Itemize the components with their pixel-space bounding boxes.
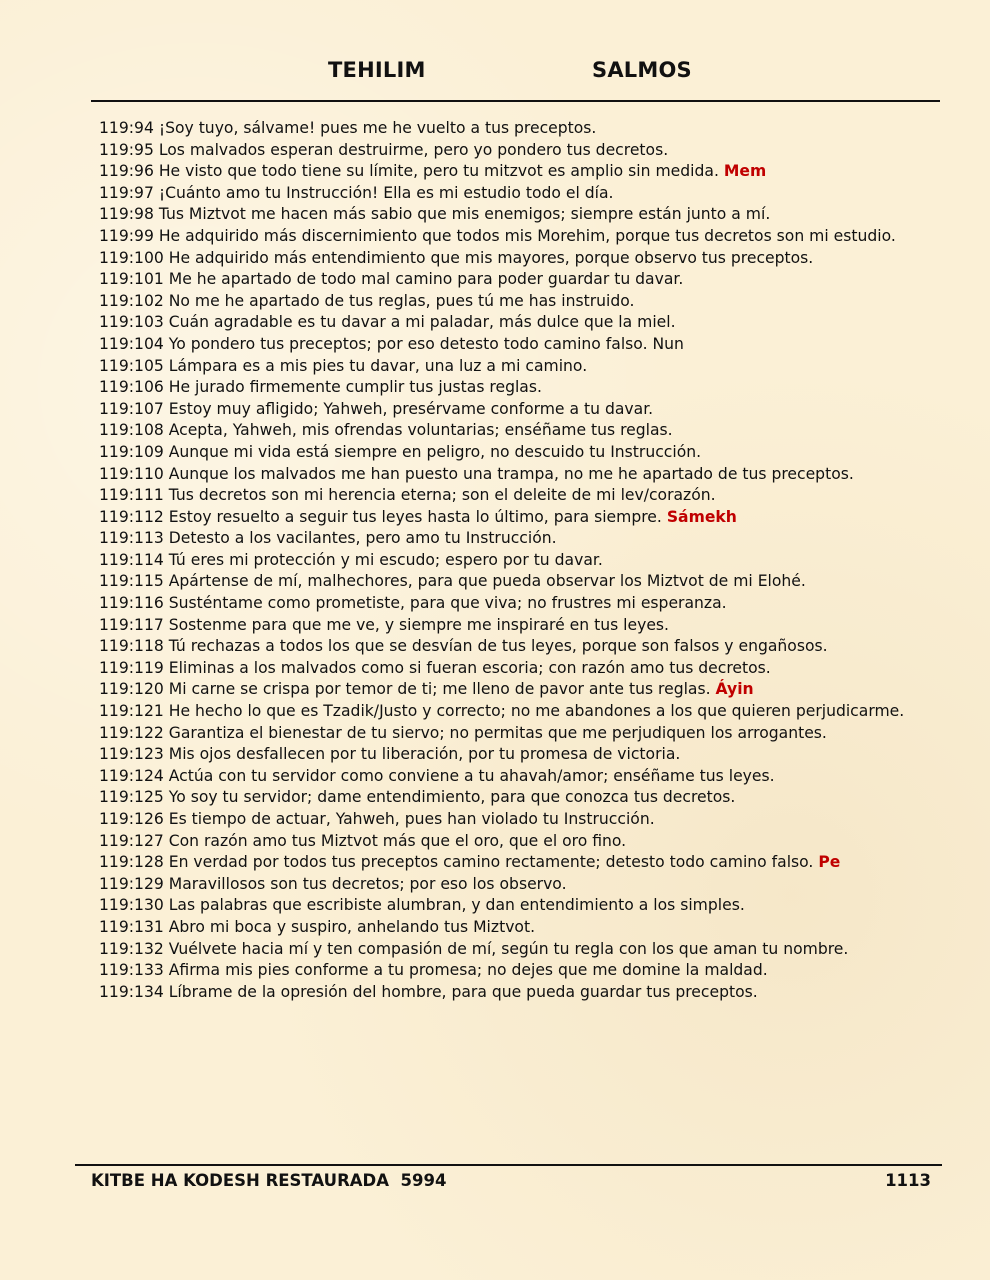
verse xyxy=(99,312,931,334)
verse xyxy=(99,744,931,766)
verse xyxy=(99,399,931,421)
verse xyxy=(99,679,931,701)
header-title-spanish: SALMOS xyxy=(592,58,692,82)
verse xyxy=(99,658,931,680)
verse-text: 119:120 Mi carne se crispa por temor de ti; me lleno de pavor ante tus reglas. xyxy=(99,680,711,699)
verse xyxy=(99,334,931,356)
verse-text: 119:102 No me he apartado de tus reglas, pues tú me has instruido. xyxy=(99,291,635,310)
verse-text: 119:98 Tus Miztvot me hacen más sabio que mis enemigos; siempre están junto a mí. xyxy=(99,205,771,224)
verse xyxy=(99,183,931,205)
verse-text: 119:113 Detesto a los vacilantes, pero amo tu Instrucción. xyxy=(99,529,557,548)
verse-text: 119:123 Mis ojos desfallecen por tu liberación, por tu promesa de victoria. xyxy=(99,745,681,764)
verse-text: 119:94 ¡Soy tuyo, sálvame! pues me he vuelto a tus preceptos. xyxy=(99,119,597,137)
verse xyxy=(99,269,931,291)
verse-text: 119:106 He jurado firmemente cumplir tus justas reglas. xyxy=(99,378,542,397)
verse xyxy=(99,550,931,572)
verse xyxy=(99,787,931,809)
verse xyxy=(99,248,931,270)
verse xyxy=(99,809,931,831)
verse-text: 119:109 Aunque mi vida está siempre en peligro, no descuido tu Instrucción. xyxy=(99,442,702,461)
verse xyxy=(99,917,931,939)
header-title-hebrew: TEHILIM xyxy=(328,58,426,82)
verse-text: 119:95 Los malvados esperan destruirme, pero yo pondero tus decretos. xyxy=(99,140,669,159)
verse xyxy=(99,701,931,723)
verse-text: 119:133 Afirma mis pies conforme a tu promesa; no dejes que me domine la maldad. xyxy=(99,961,768,980)
verse xyxy=(99,960,931,982)
verse xyxy=(99,571,931,593)
verse xyxy=(99,831,931,853)
verse-text: 119:107 Estoy muy afligido; Yahweh, presérvame conforme a tu davar. xyxy=(99,399,654,418)
verse xyxy=(99,118,931,140)
verse-list xyxy=(99,118,931,1003)
verse-text: 119:108 Acepta, Yahweh, mis ofrendas voluntarias; enséñame tus reglas. xyxy=(99,421,673,440)
verse-text: 119:116 Susténtame como prometiste, para que viva; no frustres mi esperanza. xyxy=(99,594,727,613)
verse-text: 119:114 Tú eres mi protección y mi escudo; espero por tu davar. xyxy=(99,550,603,569)
verse xyxy=(99,507,931,529)
verse-text: 119:129 Maravillosos son tus decretos; por eso los observo. xyxy=(99,874,567,893)
verse xyxy=(99,593,931,615)
verse-text: 119:117 Sostenme para que me ve, y siempre me inspiraré en tus leyes. xyxy=(99,615,670,634)
verse xyxy=(99,161,931,183)
verse xyxy=(99,982,931,1004)
verse-text: 119:126 Es tiempo de actuar, Yahweh, pues han violado tu Instrucción. xyxy=(99,810,655,828)
verse-text: 119:119 Eliminas a los malvados como si fueran escoria; con razón amo tus decretos. xyxy=(99,658,771,677)
verse xyxy=(99,895,931,917)
verse-text: 119:101 Me he apartado de todo mal camino para poder guardar tu davar. xyxy=(99,270,684,289)
verse-text: 119:96 He visto que todo tiene su límite, pero tu mitzvot es amplio sin medida. xyxy=(99,162,719,181)
verse xyxy=(99,766,931,788)
verse xyxy=(99,356,931,378)
verse xyxy=(99,377,931,399)
verse xyxy=(99,204,931,226)
page-footer xyxy=(91,1171,931,1193)
verse-text: 119:115 Apártense de mí, malhechores, para que pueda observar los Miztvot de mi Elohé. xyxy=(99,572,806,591)
verse-text: 119:118 Tú rechazas a todos los que se desvían de tus leyes, porque son falsos y engañosos. xyxy=(99,637,828,656)
verse xyxy=(99,852,931,874)
verse-text: 119:103 Cuán agradable es tu davar a mi paladar, más dulce que la miel. xyxy=(99,313,676,332)
verse-text: 119:122 Garantiza el bienestar de tu siervo; no permitas que me perjudiquen los arrogantes. xyxy=(99,723,827,742)
page-number: 1113 xyxy=(885,1171,931,1190)
verse xyxy=(99,291,931,313)
verse-text: 119:100 He adquirido más entendimiento que mis mayores, porque observo tus preceptos. xyxy=(99,248,814,267)
verse-text: 119:121 He hecho lo que es Tzadik/Justo y correcto; no me abandones a los que quieren perjudicarme. xyxy=(99,702,905,721)
verse-text: 119:104 Yo pondero tus preceptos; por eso detesto todo camino falso. Nun xyxy=(99,334,684,353)
footer-book-title: KITBE HA KODESH RESTAURADA 5994 xyxy=(91,1171,447,1190)
verse xyxy=(99,485,931,507)
verse xyxy=(99,420,931,442)
verse-text: 119:127 Con razón amo tus Miztvot más que el oro, que el oro fino. xyxy=(99,831,627,850)
verse-text: 119:112 Estoy resuelto a seguir tus leyes hasta lo último, para siempre. xyxy=(99,507,662,526)
verse-text: 119:124 Actúa con tu servidor como conviene a tu ahavah/amor; enséñame tus leyes. xyxy=(99,766,775,785)
header-divider xyxy=(91,100,940,102)
verse xyxy=(99,723,931,745)
verse-text: 119:125 Yo soy tu servidor; dame entendimiento, para que conozca tus decretos. xyxy=(99,788,736,807)
verse xyxy=(99,140,931,162)
hebrew-letter-marker: Pe xyxy=(818,853,841,872)
verse xyxy=(99,636,931,658)
verse-text: 119:130 Las palabras que escribiste alumbran, y dan entendimiento a los simples. xyxy=(99,896,745,915)
verse xyxy=(99,442,931,464)
verse-text: 119:99 He adquirido más discernimiento que todos mis Morehim, porque tus decretos son mi estudio. xyxy=(99,226,896,245)
verse-text: 119:105 Lámpara es a mis pies tu davar, una luz a mi camino. xyxy=(99,356,588,375)
verse xyxy=(99,528,931,550)
verse xyxy=(99,939,931,961)
hebrew-letter-marker: Áyin xyxy=(715,680,754,699)
hebrew-letter-marker: Sámekh xyxy=(666,507,737,526)
verse xyxy=(99,874,931,896)
hebrew-letter-marker: Mem xyxy=(723,162,767,181)
verse-text: 119:111 Tus decretos son mi herencia eterna; son el deleite de mi lev/corazón. xyxy=(99,486,716,505)
verse xyxy=(99,226,931,248)
footer-divider xyxy=(75,1164,942,1166)
verse-text: 119:128 En verdad por todos tus preceptos camino rectamente; detesto todo camino falso. xyxy=(99,853,814,872)
verse xyxy=(99,615,931,637)
verse-text: 119:134 Líbrame de la opresión del hombre, para que pueda guardar tus preceptos. xyxy=(99,982,758,1001)
page-header xyxy=(0,58,990,88)
verse-text: 119:97 ¡Cuánto amo tu Instrucción! Ella es mi estudio todo el día. xyxy=(99,183,614,202)
verse-text: 119:132 Vuélvete hacia mí y ten compasión de mí, según tu regla con los que aman tu nombre. xyxy=(99,939,849,958)
verse-text: 119:110 Aunque los malvados me han puesto una trampa, no me he apartado de tus preceptos. xyxy=(99,464,854,483)
verse xyxy=(99,464,931,486)
verse-text: 119:131 Abro mi boca y suspiro, anhelando tus Miztvot. xyxy=(99,917,536,936)
